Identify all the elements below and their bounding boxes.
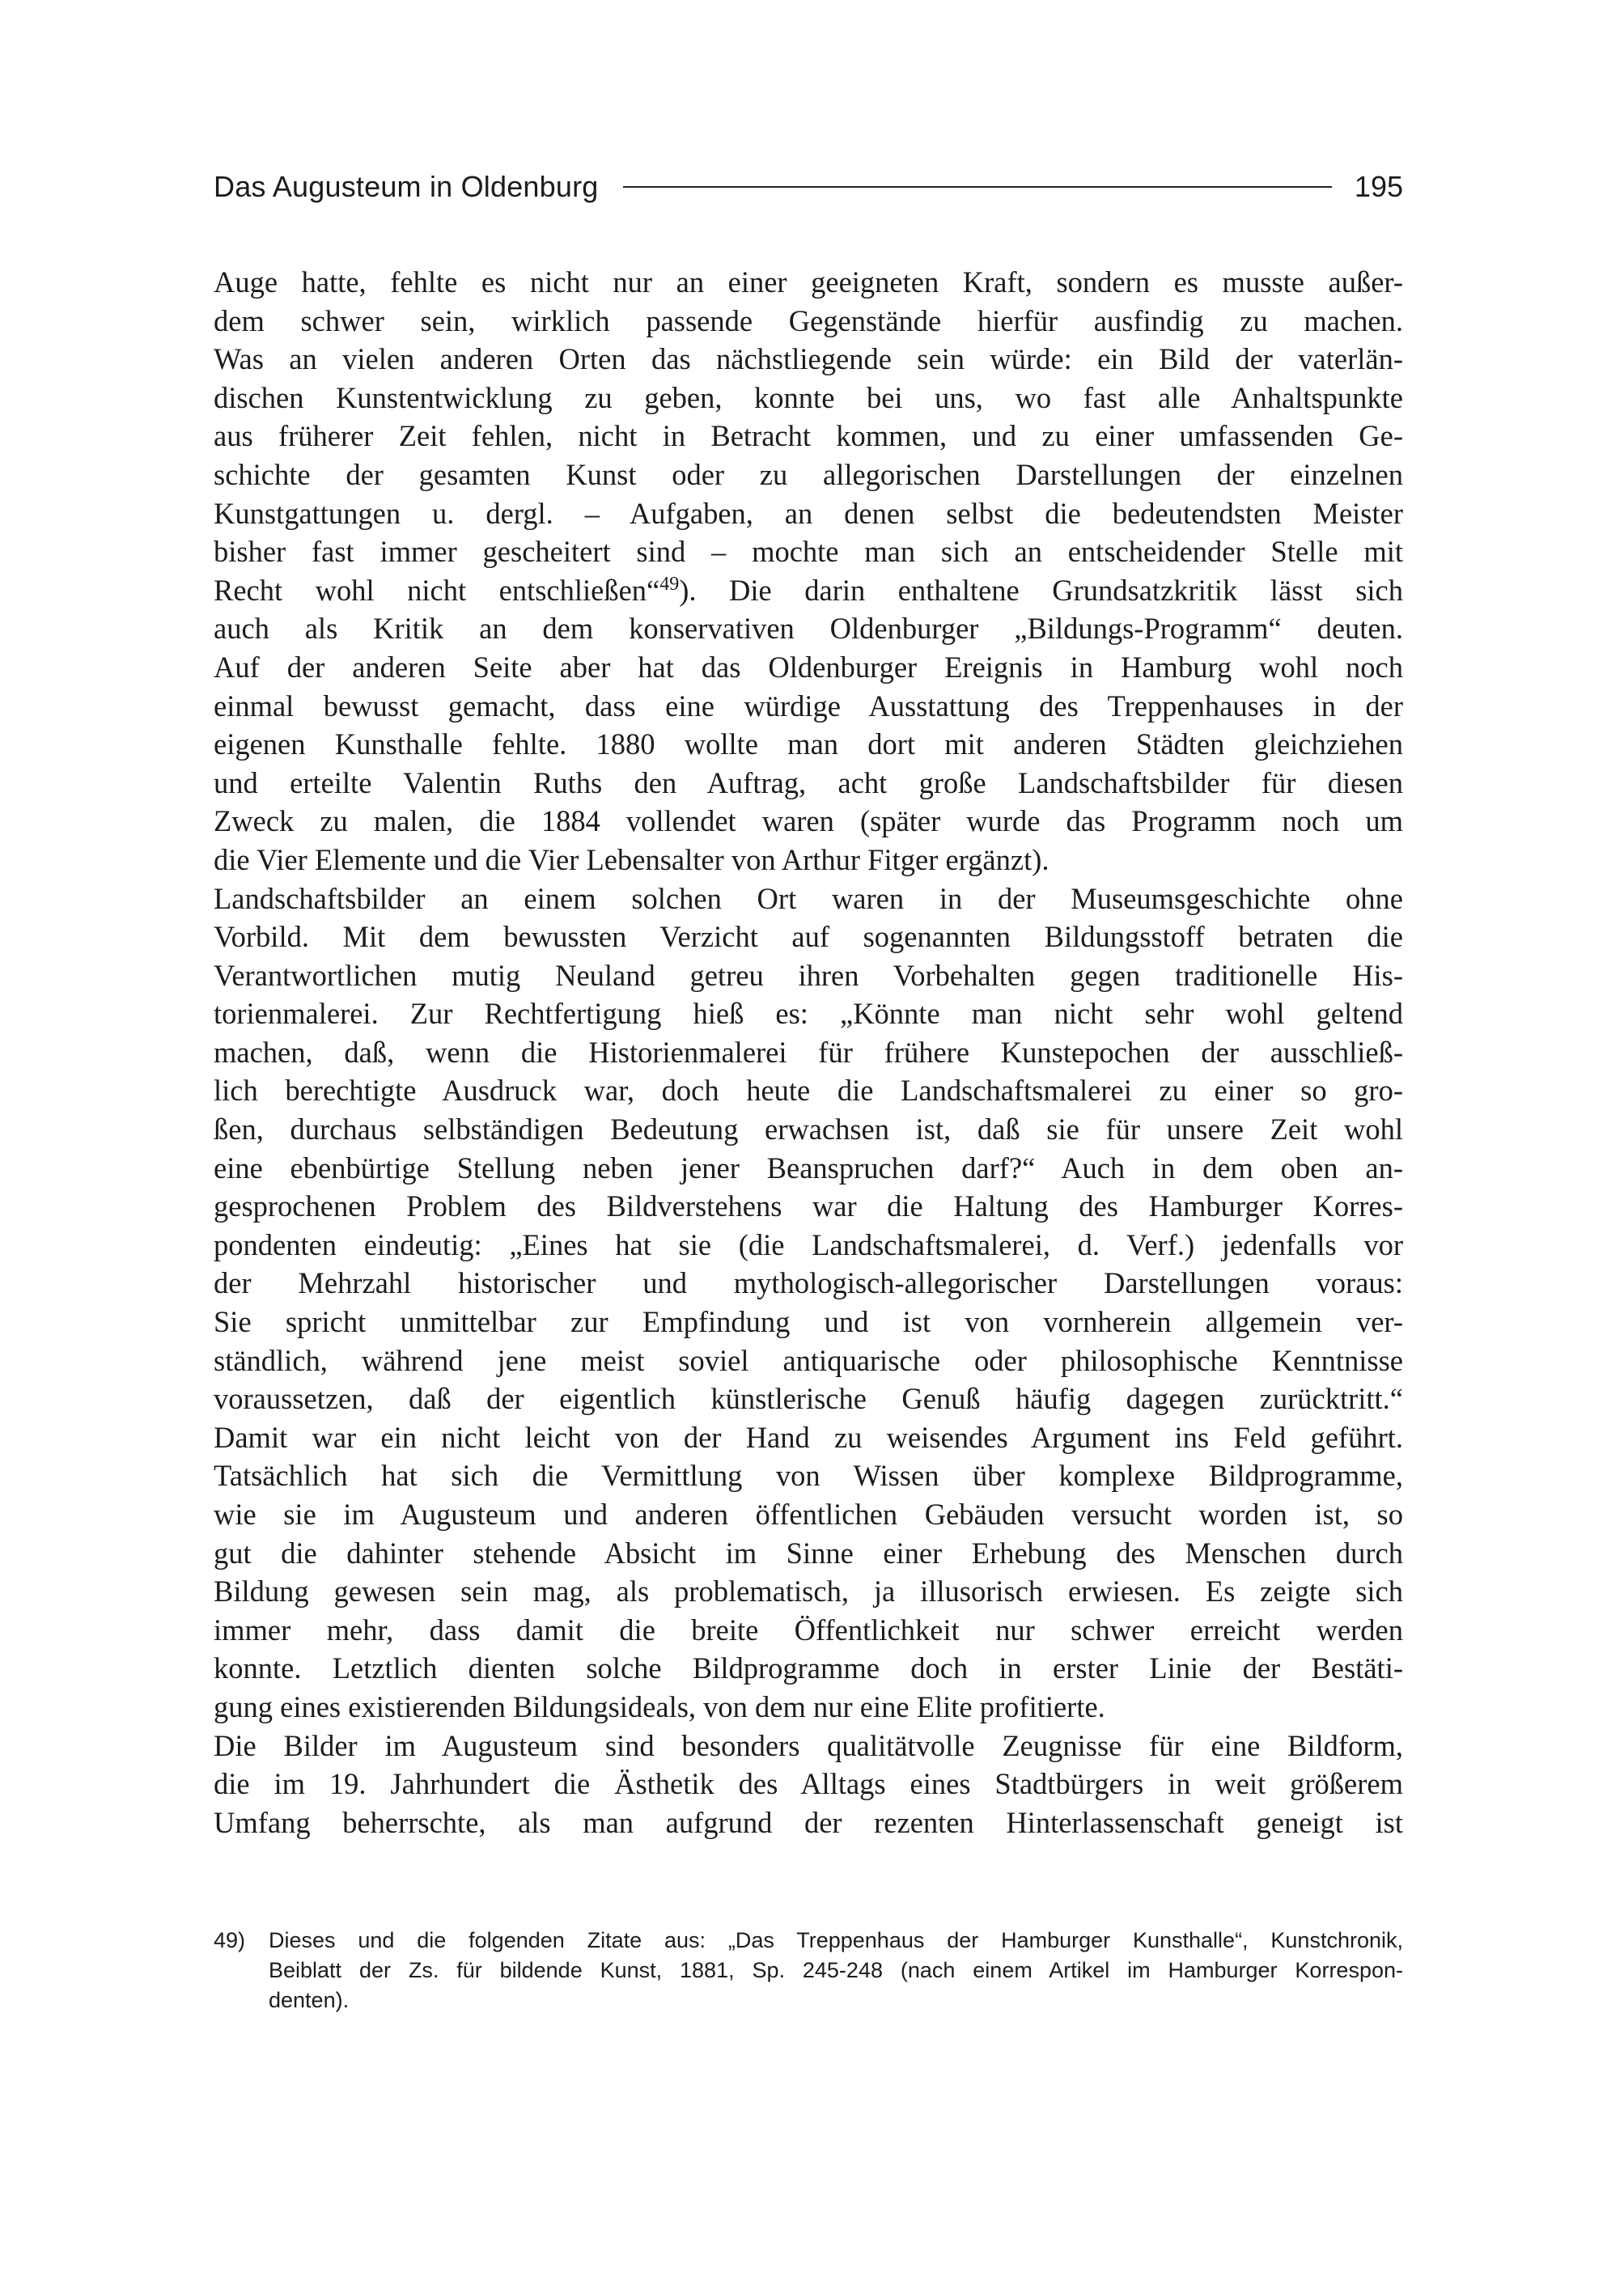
header-rule [623, 186, 1332, 188]
text-line: gut die dahinter stehende Absicht im Sinne einer Erhebung des Menschen durch [214, 1536, 1403, 1570]
footnote [214, 1926, 1403, 2015]
text-line: Recht wohl nicht entschließen“$^{49}$). Die darin enthaltene Grundsatzkritik lässt sich [214, 573, 1404, 607]
text-line: dem schwer sein, wirklich passende Gegenstände hierfür ausfindig zu machen. [214, 303, 1403, 337]
footnote-reference: 49 [659, 573, 680, 595]
text-line: schichte der gesamten Kunst oder zu allegorischen Darstellungen der einzelnen [214, 457, 1403, 491]
text-line: Sie spricht unmittelbar zur Empfindung und ist von vornherein allgemein ver- [214, 1305, 1403, 1339]
text-line: voraussetzen, daß der eigentlich künstlerische Genuß häufig dagegen zurücktritt.“ [214, 1382, 1403, 1416]
text-line: einmal bewusst gemacht, dass eine würdige Ausstattung des Treppenhauses in der [214, 689, 1403, 723]
text-line: wie sie im Augusteum und anderen öffentlichen Gebäuden versucht worden ist, so [214, 1498, 1403, 1531]
running-title: Das Augusteum in Oldenburg [214, 170, 599, 203]
text-line: aus früherer Zeit fehlen, nicht in Betracht kommen, und zu einer umfassenden Ge- [214, 419, 1403, 453]
text-line: konnte. Letztlich dienten solche Bildprogramme doch in erster Linie der Bestäti- [214, 1651, 1403, 1685]
footnote-marker: 49) [214, 1928, 246, 1952]
text-line: Landschaftsbilder an einem solchen Ort waren in der Museumsgeschichte ohne [214, 881, 1403, 915]
text-line: der Mehrzahl historischer und mythologisch-allegorischer Darstellungen voraus: [214, 1266, 1403, 1300]
footnote-line: Dieses und die folgenden Zitate aus: „Das Treppenhaus der Hamburger Kunsthalle“, Kunstchronik, [269, 1928, 1403, 1952]
text-line: und erteilte Valentin Ruths den Auftrag, acht große Landschaftsbilder für diesen [214, 765, 1403, 799]
text-line: Kunstgattungen u. dergl. – Aufgaben, an denen selbst die bedeutendsten Meister [214, 496, 1403, 530]
footnote-line: denten). [269, 1988, 350, 2012]
text-line: die Vier Elemente und die Vier Lebensalter von Arthur Fitger ergänzt). [214, 842, 1049, 876]
text-line: Die Bilder im Augusteum sind besonders qualitätvolle Zeugnisse für eine Bildform, [214, 1728, 1403, 1762]
text-line: Zweck zu malen, die 1884 vollendet waren (später wurde das Programm noch um [214, 804, 1403, 838]
text-line: Bildung gewesen sein mag, als problematisch, ja illusorisch erwiesen. Es zeigte sich [214, 1575, 1403, 1608]
text-line: lich berechtigte Ausdruck war, doch heute die Landschaftsmalerei zu einer so gro- [214, 1074, 1403, 1108]
text-line: auch als Kritik an dem konservativen Oldenburger „Bildungs-Programm“ deuten. [214, 612, 1403, 646]
text-line: torienmalerei. Zur Rechtfertigung hieß es: „Könnte man nicht sehr wohl geltend [214, 997, 1403, 1031]
text-line: Auf der anderen Seite aber hat das Oldenburger Ereignis in Hamburg wohl noch [214, 650, 1403, 684]
text-line: die im 19. Jahrhundert die Ästhetik des Alltags eines Stadtbürgers in weit größerem [214, 1767, 1403, 1801]
text-line: dischen Kunstentwicklung zu geben, konnte bei uns, wo fast alle Anhaltspunkte [214, 380, 1403, 414]
text-line: bisher fast immer gescheitert sind – mochte man sich an entscheidender Stelle mit [214, 535, 1403, 569]
text-line: eine ebenbürtige Stellung neben jener Beanspruchen darf?“ Auch in dem oben an- [214, 1151, 1403, 1185]
footnotes [214, 1926, 1403, 2015]
text-line: gung eines existierenden Bildungsideals, von dem nur eine Elite profitierte. [214, 1689, 1105, 1723]
text-line: pondenten eindeutig: „Eines hat sie (die Landschaftsmalerei, d. Verf.) jedenfalls vor [214, 1227, 1403, 1261]
text-line: ßen, durchaus selbständigen Bedeutung erwachsen ist, daß sie für unsere Zeit wohl [214, 1113, 1403, 1146]
running-header [214, 166, 1403, 208]
text-line: Was an vielen anderen Orten das nächstliegende sein würde: ein Bild der vaterlän- [214, 342, 1403, 376]
text-line: Auge hatte, fehlte es nicht nur an einer geeigneten Kraft, sondern es musste außer- [214, 265, 1403, 299]
footnote-line: Beiblatt der Zs. für bildende Kunst, 1881, Sp. 245-248 (nach einem Artikel im Hamburger Korrespon- [269, 1958, 1403, 1982]
text-line: immer mehr, dass damit die breite Öffentlichkeit nur schwer erreicht werden [214, 1613, 1403, 1647]
text-line: machen, daß, wenn die Historienmalerei für frühere Kunstepochen der ausschließ- [214, 1035, 1403, 1069]
text-line: eigenen Kunsthalle fehlte. 1880 wollte man dort mit anderen Städten gleichziehen [214, 727, 1403, 761]
text-line: gesprochenen Problem des Bildverstehens war die Haltung des Hamburger Korres- [214, 1189, 1403, 1223]
text-line: Damit war ein nicht leicht von der Hand zu weisendes Argument ins Feld geführt. [214, 1420, 1403, 1454]
main-text [214, 263, 1403, 1842]
text-line: Tatsächlich hat sich die Vermittlung von Wissen über komplexe Bildprogramme, [214, 1459, 1403, 1493]
text-line: Vorbild. Mit dem bewussten Verzicht auf sogenannten Bildungsstoff betraten die [214, 920, 1403, 954]
text-line: Umfang beherrschte, als man aufgrund der rezenten Hinterlassenschaft geneigt ist [214, 1805, 1403, 1839]
page-number: 195 [1354, 170, 1403, 203]
text-line: Verantwortlichen mutig Neuland getreu ihren Vorbehalten gegen traditionelle His- [214, 958, 1403, 992]
text-line: ständlich, während jene meist soviel antiquarische oder philosophische Kenntnisse [214, 1343, 1403, 1377]
footnote-text [269, 1926, 1403, 2015]
